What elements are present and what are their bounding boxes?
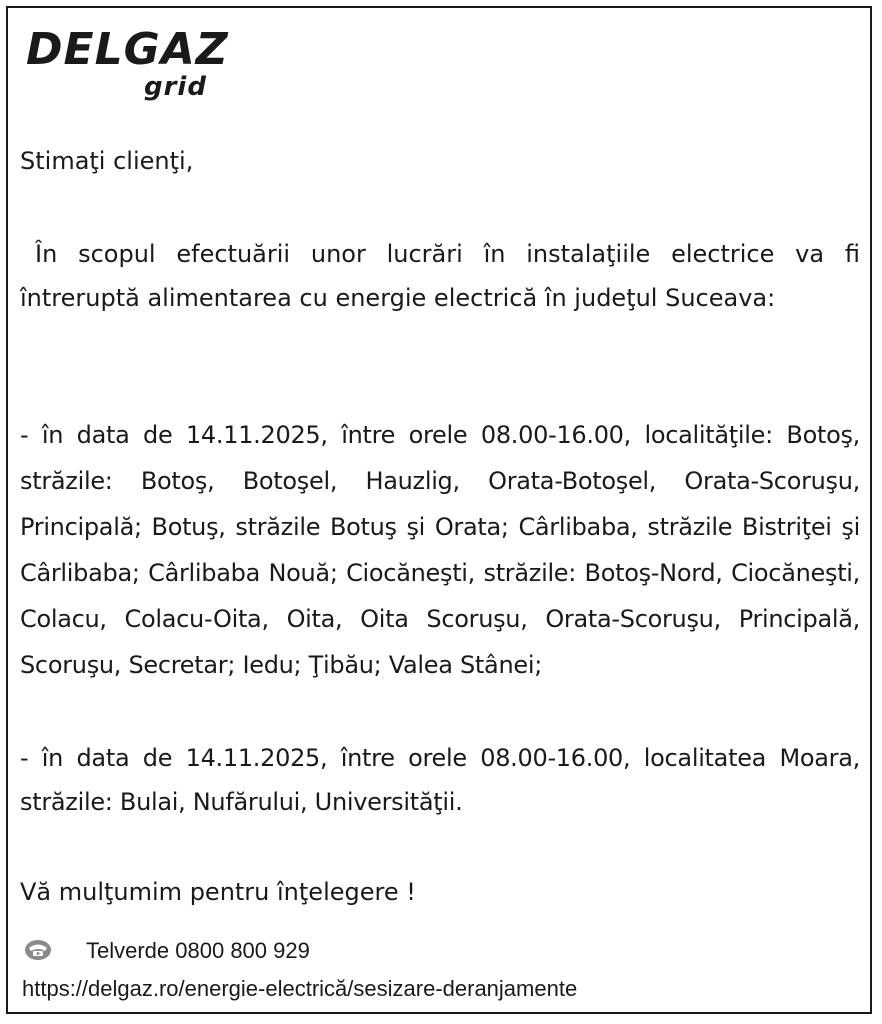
contact-row — [24, 936, 624, 966]
telephone-icon — [24, 938, 52, 962]
greeting: Stimaţi clienţi, — [20, 147, 194, 175]
thanks-message: Vă mulţumim pentru înţelegere ! — [20, 878, 416, 906]
fault-report-url[interactable]: https://delgaz.ro/energie-electrică/sesizare-deranjamente — [22, 976, 578, 1001]
telverde-phone: Telverde 0800 800 929 — [86, 938, 310, 963]
logo-sub: grid — [144, 72, 207, 102]
outage-item-1: - în data de 14.11.2025, între orele 08.00-16.00, localităţile: Botoş, străzile: Botoş, Botoşel, Hauzlig, Orata-Botoşel, Orata-Scoruşu, Principală; Botuş, străzile Botuş şi Orata; Cârlibaba, străzile Bistriţei şi Cârlibaba; Cârlibaba Nouă; Ciocăneşti, străzile: Botoş-Nord, Ciocăneşti, Colacu, Colacu-Oita, Oita, Oita Scoruşu, Orata-Scoruşu, Principală, Scoruşu, Secretar; Iedu; Ţibău; Valea Stânei; — [20, 421, 860, 679]
intro-paragraph: În scopul efectuării unor lucrări în instalaţiile electrice va fi întreruptă alimentarea cu energie electrică în judeţul Suceava: — [20, 240, 860, 312]
delgaz-grid-logo — [26, 24, 229, 106]
outage-item-2: - în data de 14.11.2025, între orele 08.00-16.00, localitatea Moara, străzile: Bulai, Nufărului, Universităţii. — [20, 744, 860, 816]
logo-brand: DELGAZ — [26, 24, 229, 75]
